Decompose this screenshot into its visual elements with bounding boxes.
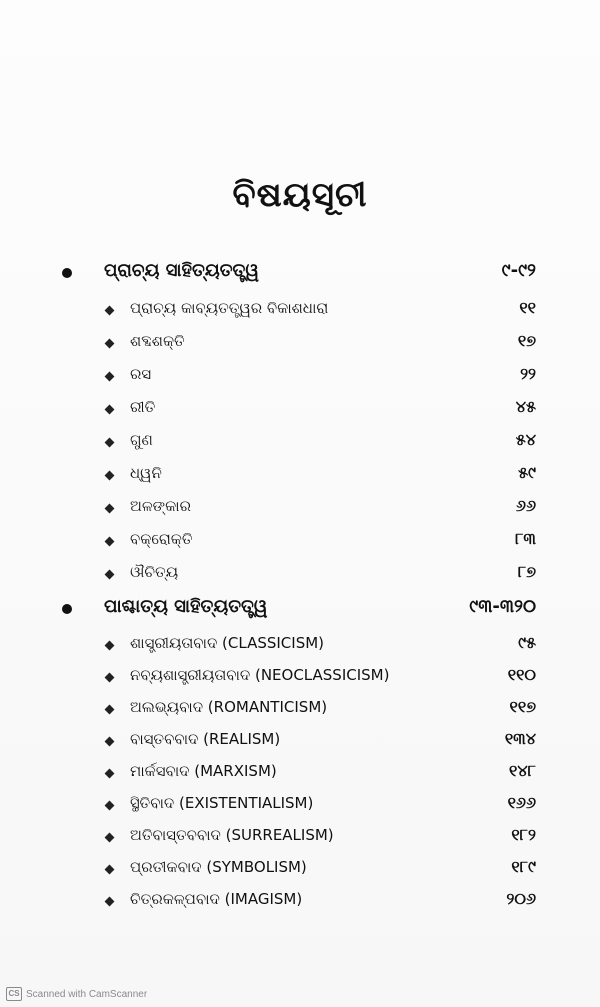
diamond-bullet-icon xyxy=(105,372,115,382)
toc-item-label: ପ୍ରାଚ୍ୟ କାବ୍ୟତତ୍ତ୍ୱର ବିକାଶଧାରା xyxy=(130,299,329,317)
toc-item xyxy=(0,293,600,327)
section-heading-prachya xyxy=(0,258,600,292)
toc-item-page: ୯୫ xyxy=(518,633,536,652)
toc-item-page: ୧୮୯ xyxy=(511,857,536,876)
toc-item xyxy=(0,628,600,662)
diamond-bullet-icon xyxy=(105,833,115,843)
toc-item xyxy=(0,359,600,393)
diamond-bullet-icon xyxy=(105,801,115,811)
toc-item-label: ଶାସ୍ତ୍ରୀୟତାବାଦ (CLASSICISM) xyxy=(130,634,325,652)
toc-item-page: ୬୬ xyxy=(515,496,536,515)
toc-item-page: ୧୬୬ xyxy=(507,793,536,812)
toc-item-label: ବାସ୍ତବବାଦ (REALISM) xyxy=(130,730,281,748)
toc-item xyxy=(0,660,600,694)
watermark-text: Scanned with CamScanner xyxy=(26,988,148,1000)
toc-item xyxy=(0,756,600,790)
diamond-bullet-icon xyxy=(105,865,115,875)
section-label: ପ୍ରାଚ୍ୟ ସାହିତ୍ୟତତ୍ତ୍ୱ xyxy=(104,260,259,281)
section-heading-pashchatya xyxy=(0,594,600,628)
toc-item-page: ୧୭ xyxy=(517,331,536,350)
section-label: ପାଶ୍ଚାତ୍ୟ ସାହିତ୍ୟତତ୍ତ୍ୱ xyxy=(104,596,268,617)
diamond-bullet-icon xyxy=(105,306,115,316)
diamond-bullet-icon xyxy=(105,705,115,715)
toc-item-page: ୨୦୬ xyxy=(506,889,536,908)
bullet-icon xyxy=(62,268,72,278)
diamond-bullet-icon xyxy=(105,405,115,415)
scanner-watermark xyxy=(6,987,147,1001)
toc-item xyxy=(0,557,600,591)
toc-item-page: ୧୪୮ xyxy=(509,761,536,780)
diamond-bullet-icon xyxy=(105,641,115,651)
toc-item xyxy=(0,491,600,525)
toc-item xyxy=(0,884,600,918)
diamond-bullet-icon xyxy=(105,737,115,747)
toc-item xyxy=(0,724,600,758)
toc-item-page: ୧୩୪ xyxy=(504,729,536,748)
diamond-bullet-icon xyxy=(105,897,115,907)
diamond-bullet-icon xyxy=(105,673,115,683)
diamond-bullet-icon xyxy=(105,769,115,779)
toc-item xyxy=(0,692,600,726)
toc-item xyxy=(0,524,600,558)
toc-item-page: ୧୧୦ xyxy=(507,665,536,684)
toc-item-page: ୮୭ xyxy=(517,562,536,581)
diamond-bullet-icon xyxy=(105,339,115,349)
diamond-bullet-icon xyxy=(105,570,115,580)
toc-item xyxy=(0,820,600,854)
toc-item-page: ୧୧ xyxy=(519,298,536,317)
toc-item xyxy=(0,852,600,886)
toc-item-label: ନବ୍ୟଶାସ୍ତ୍ରୀୟତାବାଦ (NEOCLASSICISM) xyxy=(130,666,390,684)
toc-item-label: ଅଲଭ୍ୟବାଦ (ROMANTICISM) xyxy=(130,698,328,716)
toc-item-page: ୫୯ xyxy=(518,463,536,482)
section-page-range: ୯୩-୩୨୦ xyxy=(469,596,536,617)
toc-item-page: ୫୪ xyxy=(515,430,536,449)
toc-item-page: ୪୫ xyxy=(515,397,536,416)
toc-item-label: ଗୁଣ xyxy=(130,431,153,449)
diamond-bullet-icon xyxy=(105,471,115,481)
bullet-icon xyxy=(62,604,72,614)
toc-item-label: ଶବ୍ଦଶକ୍ତି xyxy=(130,332,185,350)
toc-item xyxy=(0,458,600,492)
toc-item xyxy=(0,326,600,360)
toc-item-label: ସ୍ଥିତିବାଦ (EXISTENTIALISM) xyxy=(130,794,314,812)
toc-item-page: ୨୨ xyxy=(520,364,536,383)
toc-item-label: ପ୍ରତୀକବାଦ (SYMBOLISM) xyxy=(130,858,307,876)
toc-item-label: ବକ୍ରୋକ୍ତି xyxy=(130,530,193,548)
toc-item-label: ଅତିବାସ୍ତବବାଦ (SURREALISM) xyxy=(130,826,334,844)
diamond-bullet-icon xyxy=(105,438,115,448)
toc-item-page: ୧୮୨ xyxy=(511,825,536,844)
toc-item-label: ଧ୍ୱନି xyxy=(130,464,162,482)
toc-item xyxy=(0,788,600,822)
toc-item-label: ରସ xyxy=(130,365,152,383)
toc-item-label: ମାର୍କସବାଦ (MARXISM) xyxy=(130,762,277,780)
diamond-bullet-icon xyxy=(105,537,115,547)
toc-item-label: ଅଳଙ୍କାର xyxy=(130,497,191,515)
toc-item-page: ୮୩ xyxy=(515,529,536,548)
toc-item-page: ୧୧୭ xyxy=(509,697,536,716)
toc-item-label: ରୀତି xyxy=(130,398,156,416)
toc-item xyxy=(0,425,600,459)
toc-item-label: ଔଚିତ୍ୟ xyxy=(130,563,179,581)
section-page-range: ୯-୯୨ xyxy=(501,260,536,281)
camscanner-logo-icon: CS xyxy=(6,987,22,1001)
toc-item xyxy=(0,392,600,426)
page-title: ବିଷୟସୂଚୀ xyxy=(232,175,368,215)
toc-item-label: ଚିତ୍ରକଳ୍ପବାଦ (IMAGISM) xyxy=(130,890,303,908)
diamond-bullet-icon xyxy=(105,504,115,514)
